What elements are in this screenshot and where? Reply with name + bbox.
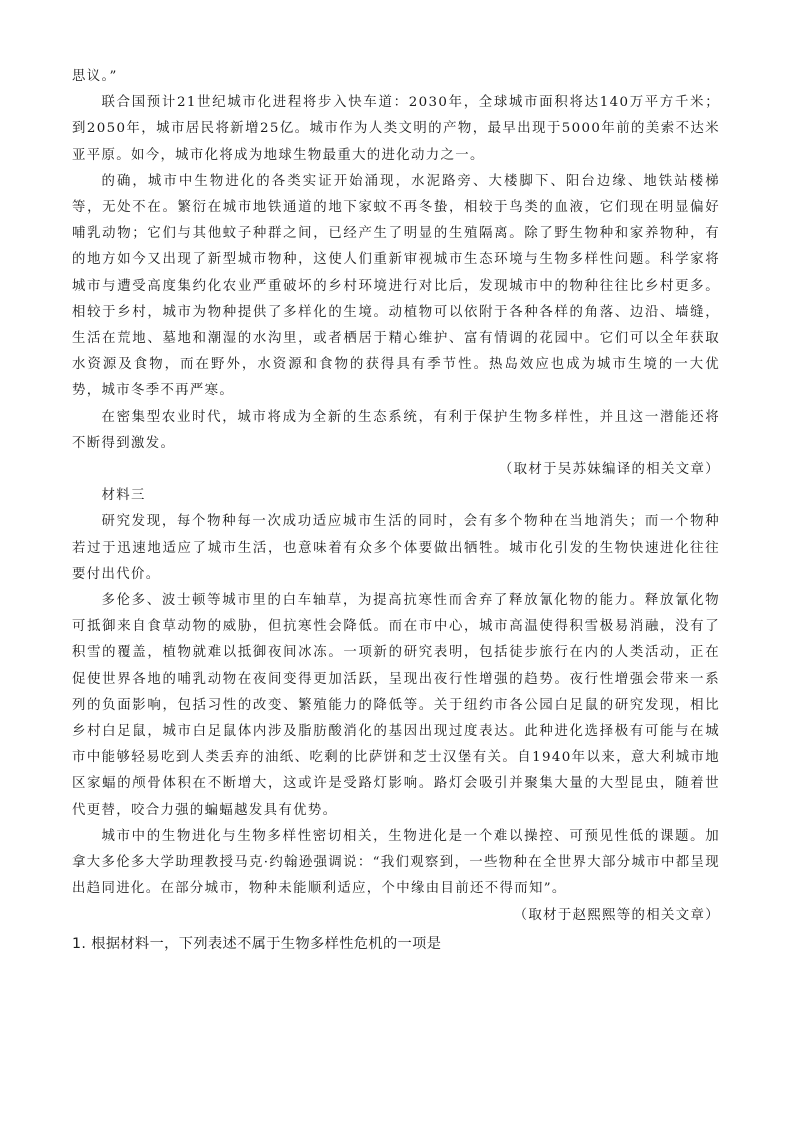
paragraph-research-finding: 研究发现，每个物种每一次成功适应城市生活的同时，会有多个物种在当地消失；而一个物种若过于迅速地适应了城市生活，也意味着有众多个体要做出牺牲。城市化引发的生物快速进化往往要付出代价。	[72, 514, 720, 582]
document-content	[72, 64, 720, 957]
paragraph-ecosystem: 在密集型农业时代，城市将成为全新的生态系统，有利于保护生物多样性，并且这一潜能还将不断得到激发。	[72, 409, 720, 451]
source-citation-material-three: （取材于赵熙熙等的相关文章）	[513, 907, 720, 923]
continuation-text: 思议。”	[72, 69, 118, 84]
material-three-heading: 材料三	[101, 488, 146, 504]
paragraph-un-forecast: 联合国预计21世纪城市化进程将步入快车道：2030年，全球城市面积将达140万平方千米；到2050年，城市居民将新增25亿。城市作为人类文明的产物，最早出现于5000年前的美索不达米亚平原。如今，城市化将成为地球生物最重大的进化动力之一。	[72, 95, 720, 163]
paragraph-clover-example: 多伦多、波士顿等城市里的白车轴草，为提高抗寒性而舍弃了释放氰化物的能力。释放氰化物可抵御来自食草动物的威胁，但抗寒性会降低。而在市中心，城市高温使得积雪极易消融，没有了积雪的覆盖，植物就难以抵御夜间冰冻。一项新的研究表明，包括徒步旅行在内的人类活动，正在促使世界各地的哺乳动物在夜间变得更加活跃，呈现出夜行性增强的趋势。夜行性增强会带来一系列的负面影响，包括习性的改变、繁殖能力的降低等。关于纽约市各公园白足鼠的研究发现，相比乡村白足鼠，城市白足鼠体内涉及脂肪酸消化的基因出现过度表达。此种进化选择极有可能与在城市中能够轻易吃到人类丢弃的油纸、吃剩的比萨饼和芝士汉堡有关。自1940年以来，意大利城市地区家蝠的颅骨体积在不断增大，这或许是受路灯影响。路灯会吸引并聚集大量的大型昆虫，随着世代更替，咬合力强的蝙蝠越发具有优势。	[72, 593, 720, 818]
paragraph-biodiversity-link: 城市中的生物进化与生物多样性密切相关，生物进化是一个难以操控、可预见性低的课题。加拿大多伦多大学助理教授马克·约翰逊强调说：“我们观察到，一些物种在全世界大部分城市中都呈现出趋同进化。在部分城市，物种未能顺利适应，个中缘由目前还不得而知”。	[72, 828, 720, 897]
paragraph-urban-evolution: 的确，城市中生物进化的各类实证开始涌现，水泥路旁、大楼脚下、阳台边缘、地铁站楼梯等，无处不在。繁衍在城市地铁通道的地下家蚊不再冬蛰，相较于鸟类的血液，它们现在明显偏好哺乳动物；它们与其他蚊子种群之间，已经产生了明显的生殖隔离。除了野生物种和家养物种，有的地方如今又出现了新型城市物种，这使人们重新审视城市生态环境与生物多样性问题。科学家将城市与遭受高度集约化农业严重破坏的乡村环境进行对比后，发现城市中的物种往往比乡村更多。相较于乡村，城市为物种提供了多样化的生境。动植物可以依附于各种各样的角落、边沿、墙缝，生活在荒地、墓地和潮湿的水沟里，或者栖居于精心维护、富有情调的花园中。它们可以全年获取水资源及食物，而在野外，水资源和食物的获得具有季节性。热岛效应也成为城市生境的一大优势，城市冬季不再严寒。	[72, 173, 720, 399]
source-citation-material-two: （取材于吴苏妹编译的相关文章）	[498, 462, 720, 478]
question-1: 1. 根据材料一，下列表述不属于生物多样性危机的一项是	[72, 935, 442, 952]
